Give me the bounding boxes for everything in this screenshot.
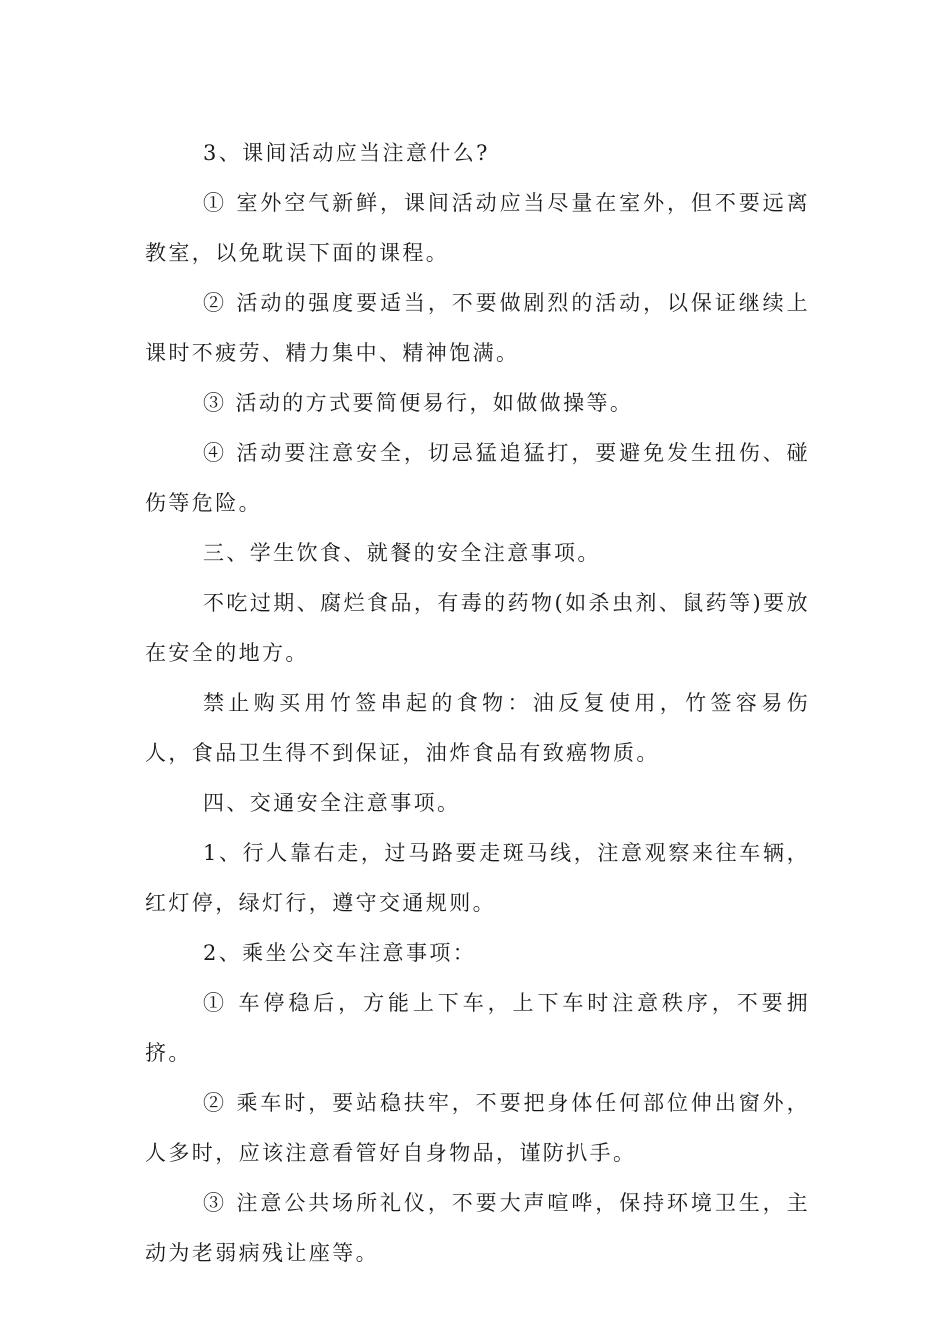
paragraph-pedestrian-rules: 1、行人靠右走，过马路要走斑马线，注意观察来往车辆，红灯停，绿灯行，遵守交通规则。 — [145, 841, 810, 915]
document-body — [145, 128, 810, 1278]
list-item-riding: ② 乘车时，要站稳扶牢，不要把身体任何部位伸出窗外，人多时，应该注意看管好自身物品，谨防扒手。 — [145, 1091, 810, 1165]
section-heading-traffic-safety: 四、交通安全注意事项。 — [203, 791, 461, 815]
list-item-method: ③ 活动的方式要简便易行，如做做操等。 — [203, 391, 634, 415]
list-item-etiquette: ③ 注意公共场所礼仪，不要大声喧哗，保持环境卫生，主动为老弱病残让座等。 — [145, 1191, 810, 1265]
subheading-bus-rules: 2、乘坐公交车注意事项： — [203, 941, 477, 965]
list-item-outdoor: ① 室外空气新鲜，课间活动应当尽量在室外，但不要远离教室，以免耽误下面的课程。 — [145, 191, 810, 265]
paragraph-skewer-food: 禁止购买用竹签串起的食物：油反复使用，竹签容易伤人，食品卫生得不到保证，油炸食品有致癌物质。 — [145, 691, 810, 765]
subheading-recess-activities: 3、课间活动应当注意什么? — [203, 141, 490, 165]
list-item-intensity: ② 活动的强度要适当，不要做剧烈的活动，以保证继续上课时不疲劳、精力集中、精神饱满。 — [145, 291, 810, 365]
list-item-boarding: ① 车停稳后，方能上下车，上下车时注意秩序，不要拥挤。 — [145, 991, 810, 1065]
paragraph-expired-food: 不吃过期、腐烂食品，有毒的药物(如杀虫剂、鼠药等)要放在安全的地方。 — [145, 591, 810, 665]
section-heading-food-safety: 三、学生饮食、就餐的安全注意事项。 — [203, 541, 601, 565]
list-item-safety: ④ 活动要注意安全，切忌猛追猛打，要避免发生扭伤、碰伤等危险。 — [145, 441, 810, 515]
